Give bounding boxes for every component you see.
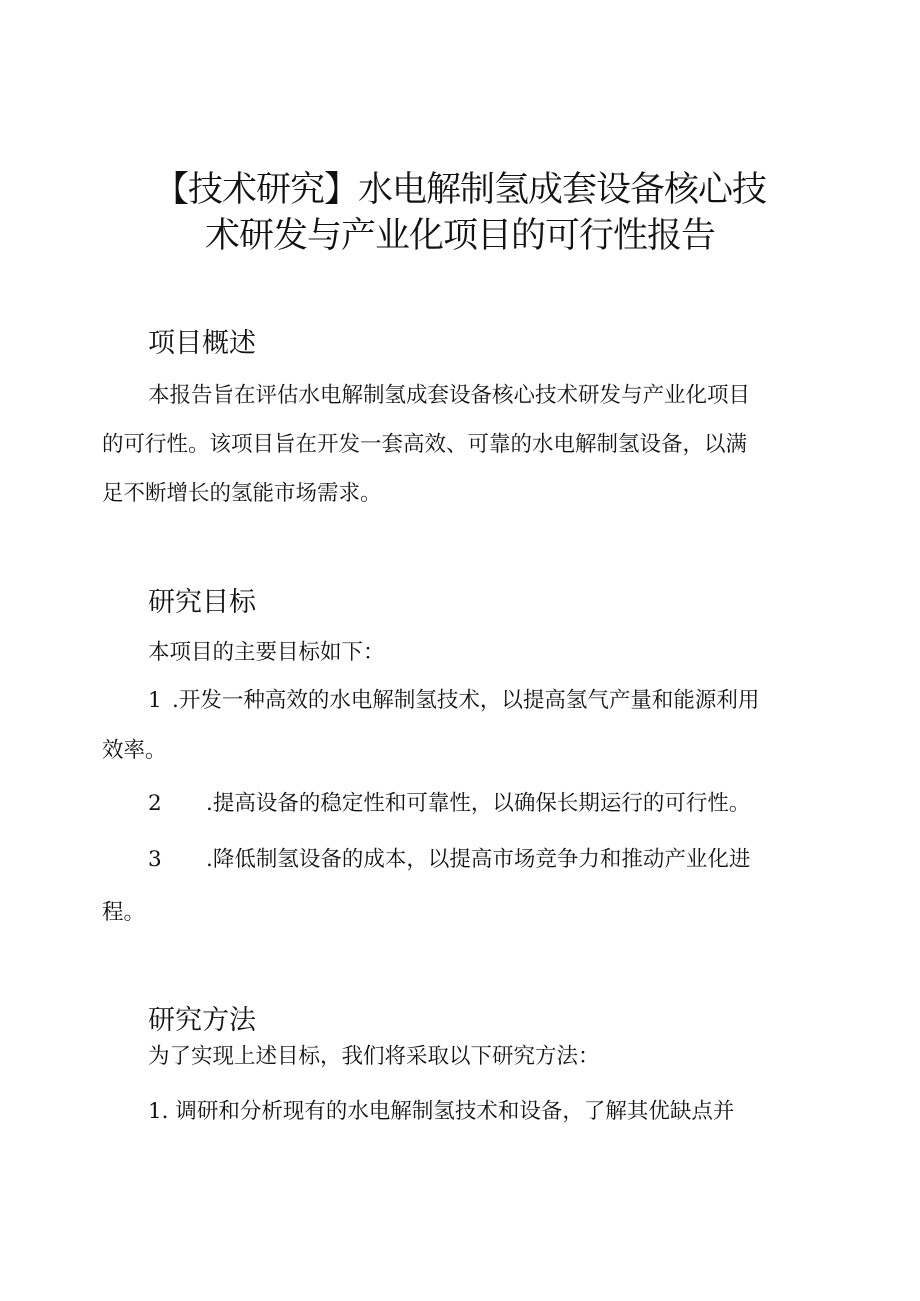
section-heading-methods: 研究方法 — [148, 1005, 256, 1036]
overview-paragraph-line-3: 足不断增长的氢能市场需求。 — [102, 481, 382, 506]
goals-item-3-number: 3 — [148, 847, 162, 872]
goals-item-2-text: .提高设备的稳定性和可靠性，以确保长期运行的可行性。 — [206, 791, 751, 816]
overview-paragraph-line-2: 的可行性。该项目旨在开发一套高效、可靠的水电解制氢设备，以满 — [102, 432, 748, 457]
section-heading-overview: 项目概述 — [148, 328, 256, 359]
methods-item-1: 1. 调研和分析现有的水电解制氢技术和设备，了解其优缺点并 — [148, 1099, 735, 1124]
document-title-line-2: 术研发与产业化项目的可行性报告 — [204, 216, 715, 256]
goals-intro: 本项目的主要目标如下： — [148, 640, 385, 665]
methods-intro: 为了实现上述目标，我们将采取以下研究方法： — [148, 1044, 600, 1069]
goals-item-3-line-1: .降低制氢设备的成本，以提高市场竞争力和推动产业化进 — [206, 847, 751, 872]
document-title-line-1: 【技术研究】水电解制氢成套设备核心技 — [153, 170, 766, 210]
goals-item-3-line-2: 程。 — [102, 900, 146, 925]
goals-item-1-line-1: .开发一种高效的水电解制氢技术，以提高氢气产量和能源利用 — [172, 688, 760, 713]
goals-item-1-number: 1 — [148, 688, 162, 713]
section-heading-goals: 研究目标 — [148, 587, 256, 618]
overview-paragraph-line-1: 本报告旨在评估水电解制氢成套设备核心技术研发与产业化项目 — [148, 383, 751, 408]
goals-item-1-line-2: 效率。 — [102, 738, 167, 763]
goals-item-2-number: 2 — [148, 791, 162, 816]
